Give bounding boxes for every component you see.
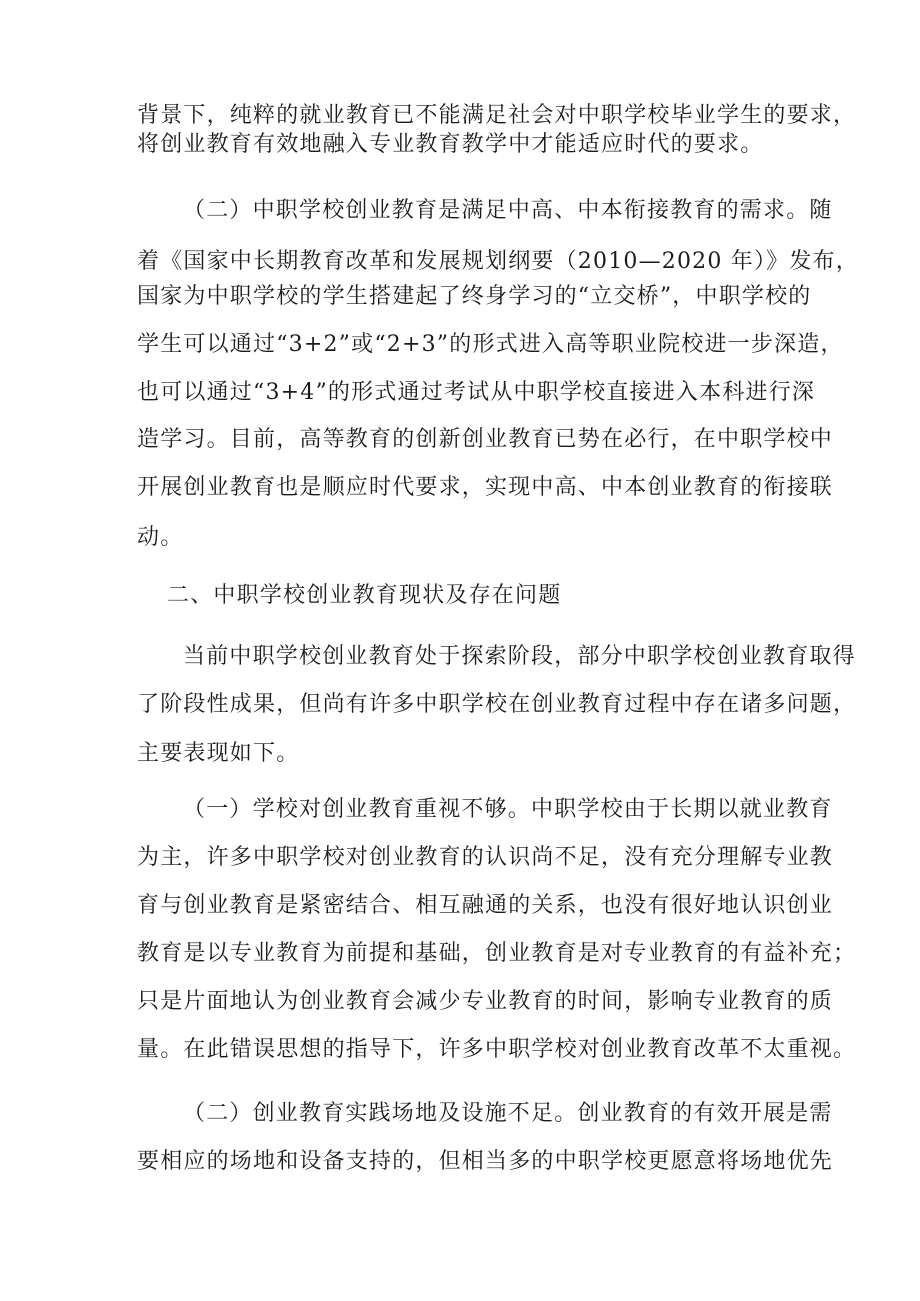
text-line: 要相应的场地和设备支持的，但相当多的中职学校更愿意将场地优先: [137, 1149, 834, 1174]
text-line: 当前中职学校创业教育处于探索阶段，部分中职学校创业教育取得: [183, 644, 856, 669]
text-line: 学生可以通过“3+2”或“2+3”的形式进入高等职业院校进一步深造，: [137, 332, 844, 357]
text-line: 量。在此错误思想的指导下，许多中职学校对创业教育改革不太重视。: [137, 1037, 857, 1062]
text-line: 育与创业教育是紧密结合、相互融通的关系，也没有很好地认识创业: [137, 893, 834, 918]
text-line: 将创业教育有效地融入专业教育教学中才能适应时代的要求。: [137, 132, 764, 157]
section-heading: 二、中职学校创业教育现状及存在问题: [167, 583, 562, 608]
text-line: 只是片面地认为创业教育会减少专业教育的时间，影响专业教育的质: [137, 989, 834, 1014]
text-line: 造学习。目前，高等教育的创新创业教育已势在必行，在中职学校中: [137, 427, 834, 452]
text-line: 着《国家中长期教育改革和发展规划纲要（2010—2020 年）》发布，: [137, 249, 859, 274]
text-line: 主要表现如下。: [137, 741, 300, 766]
text-line: 开展创业教育也是顺应时代要求，实现中高、中本创业教育的衔接联: [137, 475, 834, 500]
text-line: （一）学校对创业教育重视不够。中职学校由于长期以就业教育: [183, 797, 833, 822]
text-line: 教育是以专业教育为前提和基础，创业教育是对专业教育的有益补充；: [137, 941, 857, 966]
text-line: 动。: [137, 525, 184, 550]
text-line: 为主，许多中职学校对创业教育的认识尚不足，没有充分理解专业教: [137, 845, 834, 870]
text-line: （二）创业教育实践场地及设施不足。创业教育的有效开展是需: [183, 1101, 833, 1126]
text-line: （二）中职学校创业教育是满足中高、中本衔接教育的需求。随: [183, 198, 833, 223]
text-line: 国家为中职学校的学生搭建起了终身学习的“立交桥”，中职学校的: [137, 284, 812, 309]
text-line: 了阶段性成果，但尚有许多中职学校在创业教育过程中存在诸多问题，: [137, 692, 857, 717]
text-line: 背景下，纯粹的就业教育已不能满足社会对中职学校毕业学生的要求，: [137, 103, 857, 128]
text-line: 也可以通过“3+4”的形式通过考试从中职学校直接进入本科进行深: [137, 380, 816, 405]
